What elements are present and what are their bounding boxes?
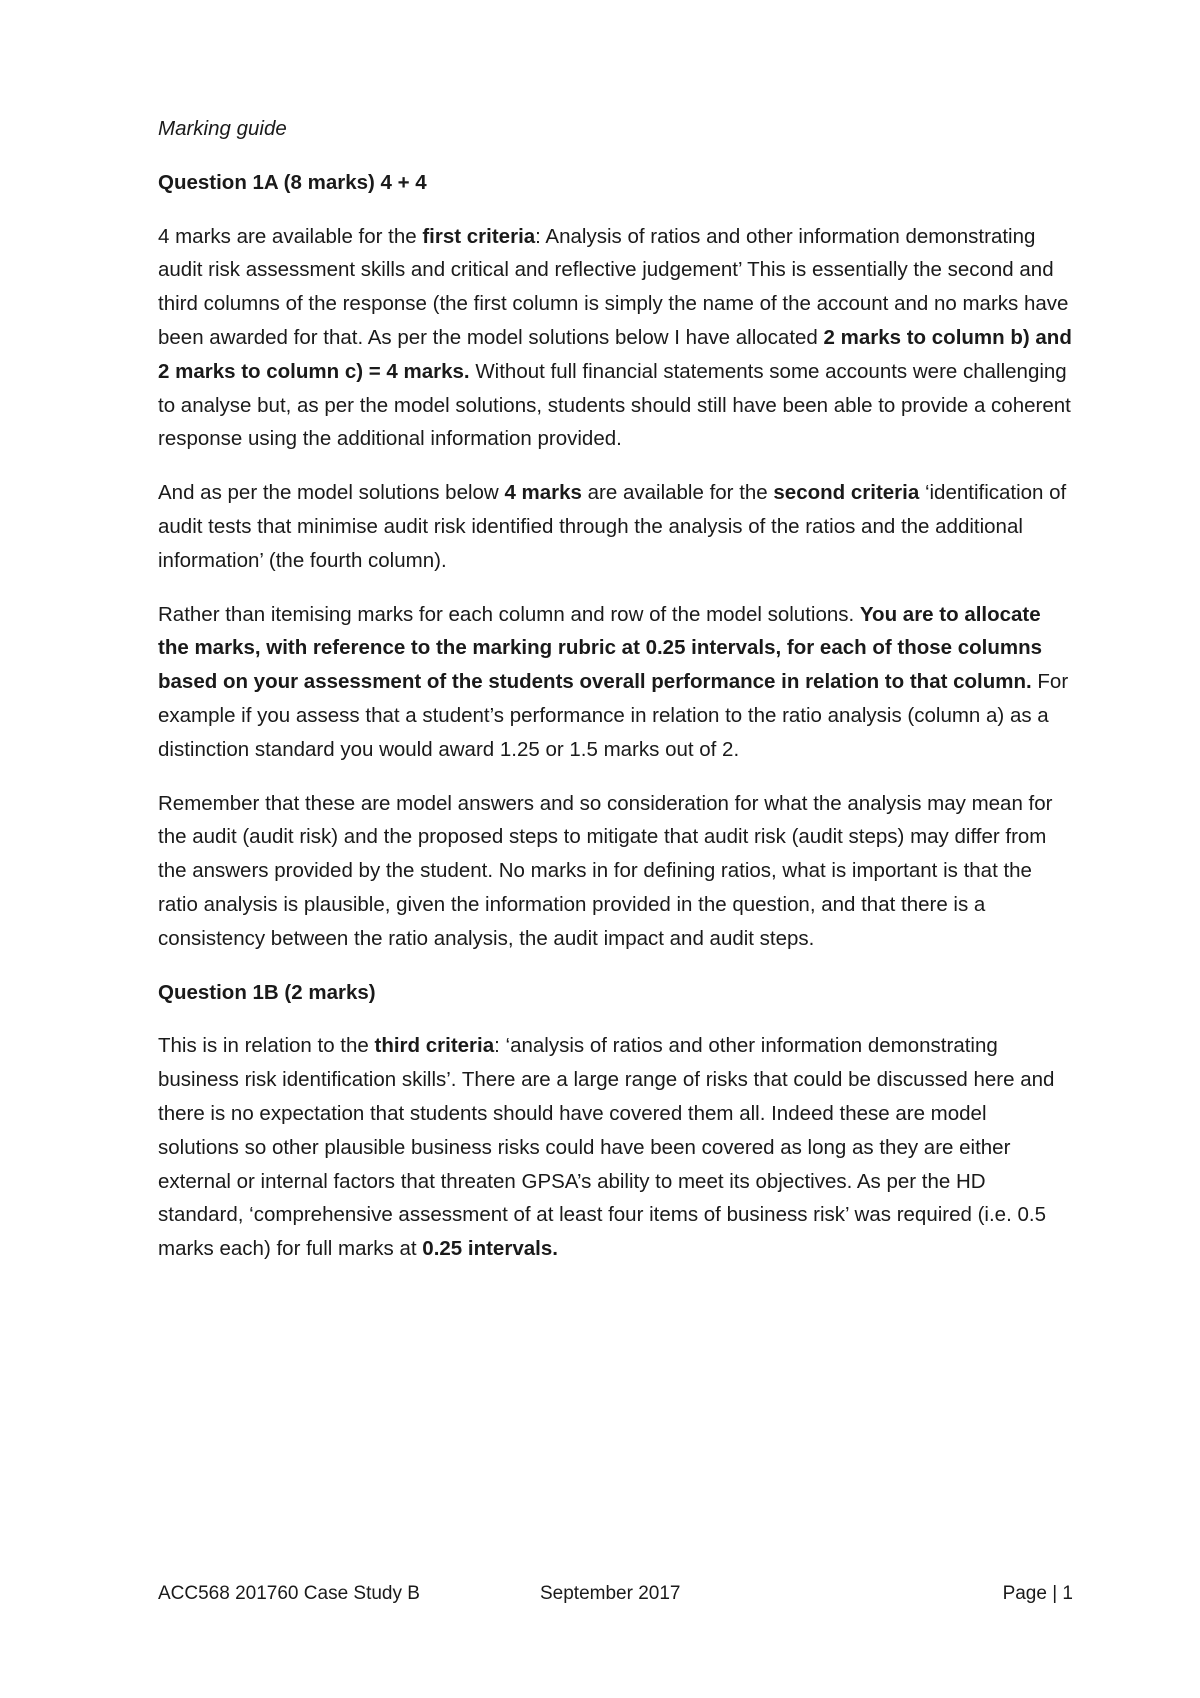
text-run-bold: You are to allocate the marks, with reference to the marking rubric at 0.25 intervals, for each of those columns based on your assessment of the students overall performance in relation to that column.: [158, 602, 1043, 694]
text-run: Without full financial statements some accounts were challenging to analyse but, as per the model solutions, students should still have been able to provide a coherent response using the additional information provided.: [158, 359, 1071, 451]
question-1a-paragraph-3: [158, 598, 1073, 767]
question-1a-paragraph-1: [158, 220, 1073, 457]
text-run: For example if you assess that a student’s performance in relation to the ratio analysis (column a) as a distinction standard you would award 1.25 or 1.5 marks out of 2.: [158, 670, 1069, 761]
text-run: ‘identification of audit tests that minimise audit risk identified through the analysis of the ratios and the additional information’ (the fourth column).: [158, 481, 1067, 572]
text-run: 4 marks are available for the: [158, 224, 423, 248]
text-run-bold: third criteria: [374, 1034, 495, 1058]
text-run-bold: 0.25 intervals.: [422, 1237, 558, 1261]
question-1a-paragraph-4: Remember that these are model answers and so consideration for what the analysis may mean for the audit (audit risk) and the proposed steps to mitigate that audit risk (audit steps) may differ from the answers provided by the student. No marks in for defining ratios, what is important is that the ratio analysis is plausible, given the information provided in the question, and that there is a consistency between the ratio analysis, the audit impact and audit steps.: [158, 791, 1053, 950]
text-run: : ‘analysis of ratios and other information demonstrating business risk identification skills’. There are a large range of risks that could be discussed here and there is no expectation that students should have covered them all. Indeed these are model solutions so other plausible business risks could have been covered as long as they are either external or internal factors that threaten GPSA’s ability to meet its objectives. As per the HD standard, ‘comprehensive assessment of at least four items of business risk’ was required (i.e. 0.5 marks each) for full marks at: [158, 1034, 1055, 1261]
question-1b-paragraph-1: [158, 1029, 1073, 1266]
footer-page-number: Page | 1: [1002, 1583, 1073, 1604]
footer-date: September 2017: [540, 1583, 681, 1604]
text-run-bold: 2 marks to column b) and 2 marks to column c) = 4 marks.: [158, 325, 1072, 383]
question-1a-heading: [158, 166, 1073, 200]
text-run: And as per the model solutions below: [158, 481, 505, 505]
question-1a-paragraph-2: [158, 476, 1073, 577]
text-run-bold: 4 marks: [504, 481, 582, 505]
text-run-bold: second criteria: [773, 481, 920, 505]
text-run: Rather than itemising marks for each column and row of the model solutions.: [158, 602, 860, 626]
question-1a-heading-text: Question 1A (8 marks) 4 + 4: [158, 170, 427, 194]
footer-course-code: ACC568 201760 Case Study B: [158, 1583, 420, 1604]
question-1b-heading: [158, 976, 1073, 1010]
document-body: [158, 112, 1073, 1286]
question-1b-heading-text: Question 1B (2 marks): [158, 980, 376, 1004]
text-run: are available for the: [581, 481, 774, 505]
text-run: This is in relation to the: [158, 1034, 375, 1058]
text-run: : Analysis of ratios and other information demonstrating audit risk assessment skills and critical and reflective judgement’ This is essentially the second and third columns of the response (the first column is simply the name of the account and no marks have been awarded for that. As per the model solutions below I have allocated: [158, 224, 1069, 349]
text-run-bold: first criteria: [422, 224, 536, 248]
page-footer: [158, 1582, 1073, 1606]
document-title: Marking guide: [158, 117, 287, 140]
